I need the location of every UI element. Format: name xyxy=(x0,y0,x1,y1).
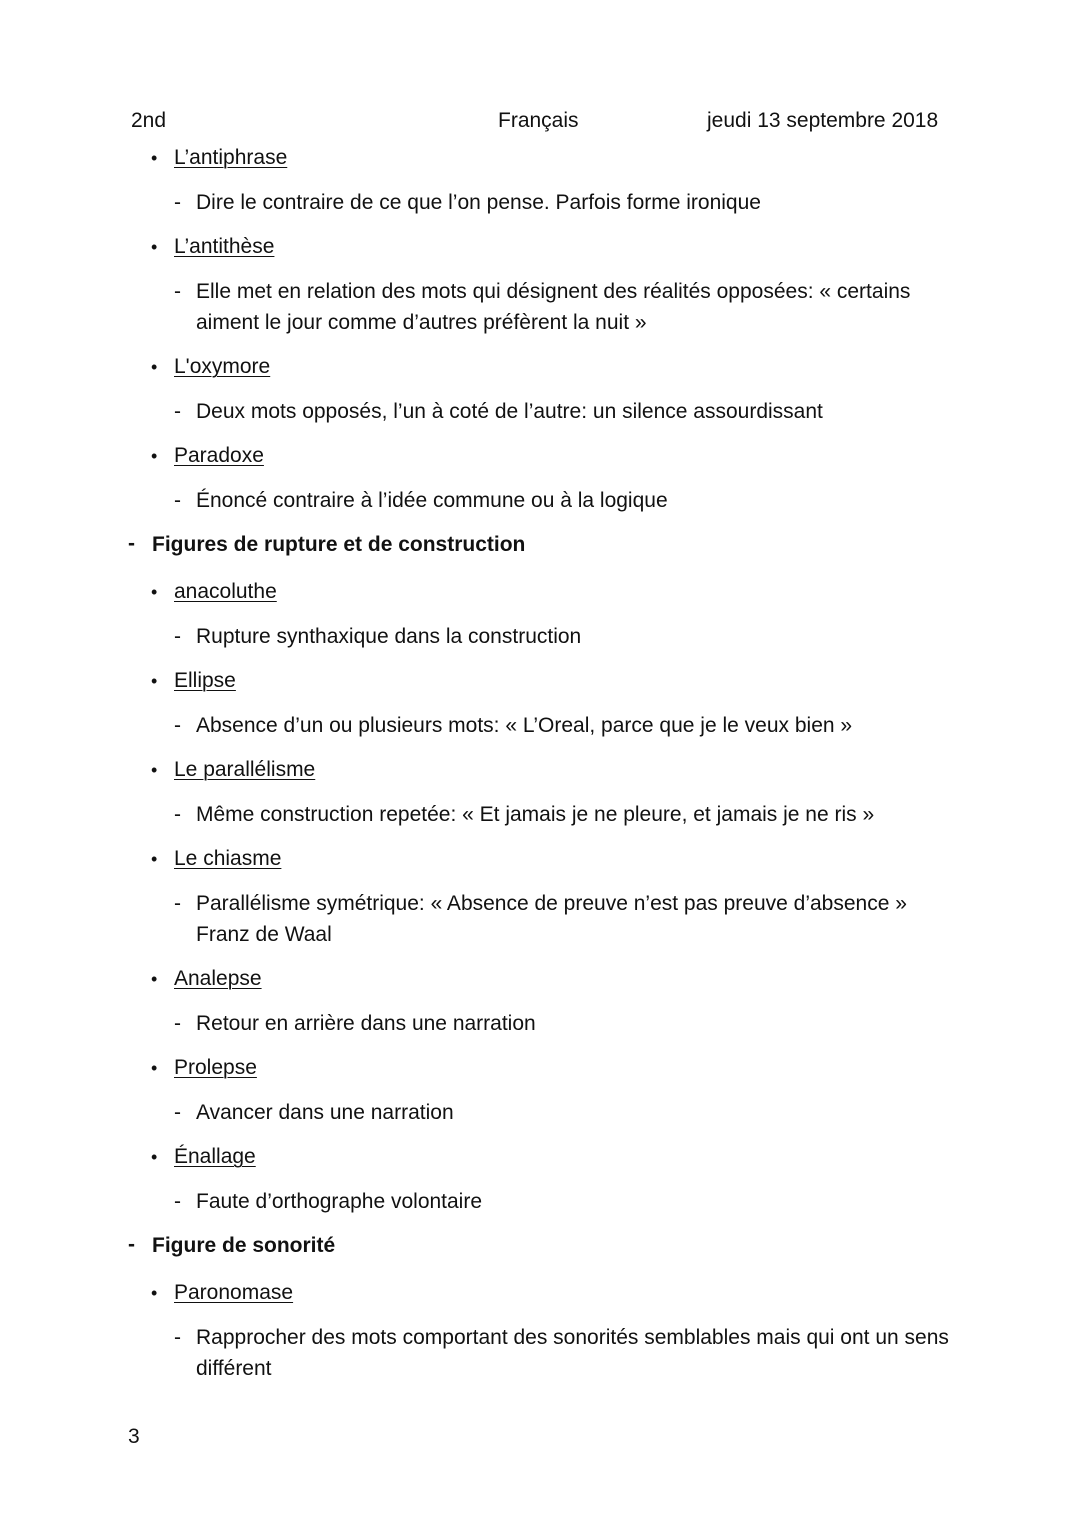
term-item xyxy=(0,355,1080,379)
term-item xyxy=(0,580,1080,604)
definition-text: Rapprocher des mots comportant des sonorités semblables mais qui ont un sens différent xyxy=(196,1326,949,1380)
dash-icon: - xyxy=(174,489,181,512)
section-title: Figure de sonorité xyxy=(152,1234,336,1257)
definition-text: Rupture synthaxique dans la construction xyxy=(196,625,582,648)
term-label: Énallage xyxy=(174,1145,256,1168)
dash-icon: - xyxy=(174,400,181,423)
definition-text: Elle met en relation des mots qui désignent des réalités opposées: « certains aiment le jour comme d’autres préfèrent la nuit » xyxy=(196,280,911,334)
definition-item xyxy=(0,621,1080,652)
dash-icon: - xyxy=(128,1233,135,1256)
term-label: Paronomase xyxy=(174,1281,294,1304)
dash-icon: - xyxy=(174,280,181,303)
dash-icon: - xyxy=(174,1012,181,1035)
term-label: Ellipse xyxy=(174,669,236,692)
page-header xyxy=(0,109,1080,135)
dash-icon: - xyxy=(174,625,181,648)
term-label: Le parallélisme xyxy=(174,758,316,781)
dash-icon: - xyxy=(174,892,181,915)
definition-item xyxy=(0,1322,1080,1384)
bullet-icon: • xyxy=(151,849,158,869)
term-item xyxy=(0,1056,1080,1080)
definition-item xyxy=(0,1008,1080,1039)
term-item xyxy=(0,146,1080,170)
term-label: Prolepse xyxy=(174,1056,257,1079)
definition-item xyxy=(0,888,1080,950)
bullet-icon: • xyxy=(151,357,158,377)
definition-item xyxy=(0,396,1080,427)
term-item xyxy=(0,444,1080,468)
term-item xyxy=(0,847,1080,871)
dash-icon: - xyxy=(174,191,181,214)
definition-text: Avancer dans une narration xyxy=(196,1101,454,1124)
definition-text: Absence d’un ou plusieurs mots: « L’Oreal, parce que je le veux bien » xyxy=(196,714,853,737)
dash-icon: - xyxy=(174,803,181,826)
definition-text: Deux mots opposés, l’un à coté de l’autre: un silence assourdissant xyxy=(196,400,823,423)
section-heading xyxy=(0,533,1080,557)
term-label: L’antiphrase xyxy=(174,146,288,169)
definition-text: Énoncé contraire à l’idée commune ou à la logique xyxy=(196,489,668,512)
bullet-icon: • xyxy=(151,671,158,691)
bullet-icon: • xyxy=(151,237,158,257)
section-title: Figures de rupture et de construction xyxy=(152,533,526,556)
term-label: Le chiasme xyxy=(174,847,282,870)
definition-item xyxy=(0,799,1080,830)
definition-text: Parallélisme symétrique: « Absence de preuve n’est pas preuve d’absence » Franz de Waal xyxy=(196,892,907,946)
dash-icon: - xyxy=(128,532,135,555)
definition-item xyxy=(0,1097,1080,1128)
term-item xyxy=(0,1281,1080,1305)
dash-icon: - xyxy=(174,1101,181,1124)
bullet-icon: • xyxy=(151,446,158,466)
notes-body xyxy=(0,146,1080,1401)
definition-text: Même construction repetée: « Et jamais je ne pleure, et jamais je ne ris » xyxy=(196,803,875,826)
header-date: jeudi 13 septembre 2018 xyxy=(707,109,939,132)
term-label: Paradoxe xyxy=(174,444,264,467)
header-subject: Français xyxy=(498,109,579,132)
definition-item xyxy=(0,710,1080,741)
definition-text: Dire le contraire de ce que l’on pense. Parfois forme ironique xyxy=(196,191,761,214)
bullet-icon: • xyxy=(151,969,158,989)
definition-text: Faute d’orthographe volontaire xyxy=(196,1190,483,1213)
dash-icon: - xyxy=(174,1190,181,1213)
bullet-icon: • xyxy=(151,1147,158,1167)
definition-item xyxy=(0,1186,1080,1217)
term-item xyxy=(0,758,1080,782)
dash-icon: - xyxy=(174,714,181,737)
bullet-icon: • xyxy=(151,760,158,780)
section-heading xyxy=(0,1234,1080,1258)
bullet-icon: • xyxy=(151,1058,158,1078)
page-number: 3 xyxy=(128,1425,140,1448)
bullet-icon: • xyxy=(151,148,158,168)
term-item xyxy=(0,235,1080,259)
header-level: 2nd xyxy=(131,109,167,132)
definition-item xyxy=(0,485,1080,516)
definition-text: Retour en arrière dans une narration xyxy=(196,1012,536,1035)
bullet-icon: • xyxy=(151,1283,158,1303)
term-item xyxy=(0,669,1080,693)
definition-item xyxy=(0,187,1080,218)
definition-item xyxy=(0,276,1080,338)
bullet-icon: • xyxy=(151,582,158,602)
term-label: anacoluthe xyxy=(174,580,277,603)
term-item xyxy=(0,1145,1080,1169)
term-label: L'oxymore xyxy=(174,355,271,378)
dash-icon: - xyxy=(174,1326,181,1349)
term-label: L’antithèse xyxy=(174,235,275,258)
term-item xyxy=(0,967,1080,991)
term-label: Analepse xyxy=(174,967,262,990)
